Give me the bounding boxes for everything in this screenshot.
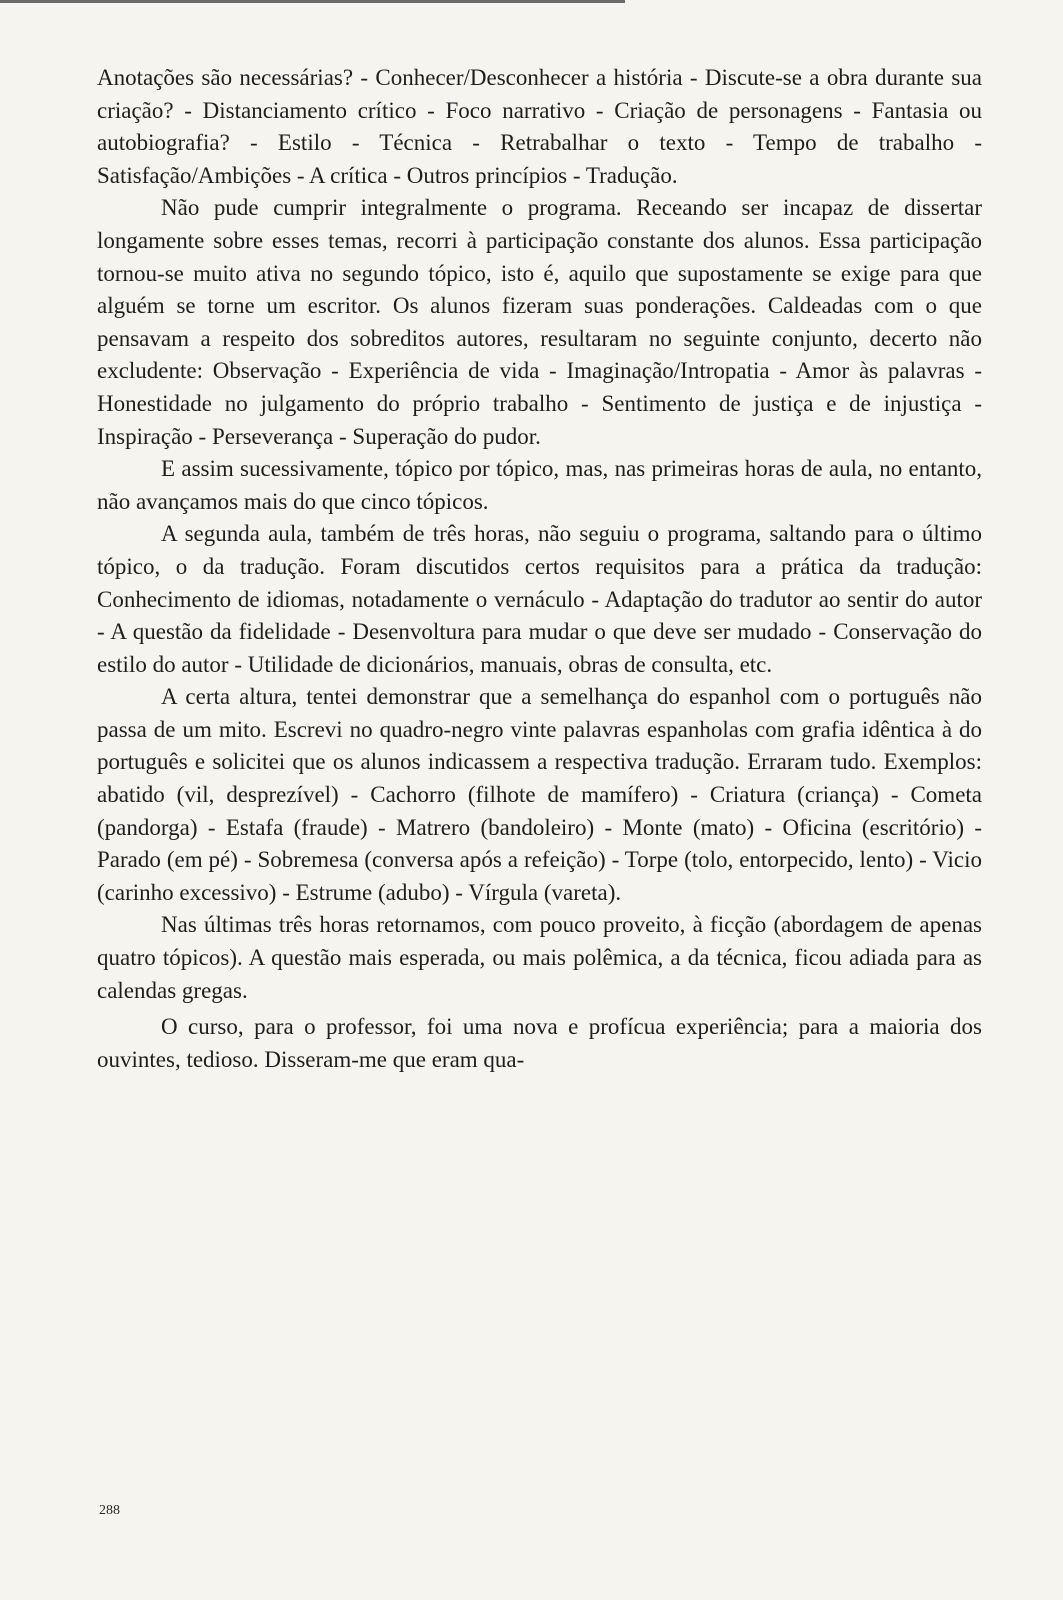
paragraph-topics-progress: E assim sucessivamente, tópico por tópico, mas, nas primeiras horas de aula, no entanto, não avançamos mais do que cinco tópicos. [97, 456, 982, 514]
paragraph-course-summary: O curso, para o professor, foi uma nova e profícua experiência; para a maioria dos ouvintes, tedioso. Disseram-me que eram qua- [97, 1014, 982, 1072]
page-number: 288 [99, 1503, 120, 1518]
paragraph-spanish-words: A certa altura, tentei demonstrar que a semelhança do espanhol com o português não passa de um mito. Escrevi no quadro-negro vinte palavras espanholas com grafia idêntica à do português e solicitei que os alunos indicassem a respectiva tradução. Erraram tudo. Exemplos: abatido (vil, desprezível) - Cachorro (filhote de mamífero) - Criatura (criança) - Cometa (pandorga) - Estafa (fraude) - Matrero (bandoleiro) - Monte (mato) - Oficina (escritório) - Parado (em pé) - Sobremesa (conversa após a refeição) - Torpe (tolo, entorpecido, lento) - Vicio (carinho excessivo) - Estrume (adubo) - Vírgula (vareta). [97, 684, 982, 905]
paragraph-last-hours: Nas últimas três horas retornamos, com pouco proveito, à ficção (abordagem de apenas quatro tópicos). A questão mais esperada, ou mais polêmica, a da técnica, ficou adiada para as calendas gregas. [97, 912, 982, 1003]
paragraph-second-class: A segunda aula, também de três horas, não seguiu o programa, saltando para o último tópico, o da tradução. Foram discutidos certos requisitos para a prática da tradução: Conhecimento de idiomas, notadamente o vernáculo - Adaptação do tradutor ao sentir do autor - A questão da fidelidade - Desenvoltura para mudar o que deve ser mudado - Conservação do estilo do autor - Utilidade de dicionários, manuais, obras de consulta, etc. [97, 521, 982, 677]
paragraph-program: Não pude cumprir integralmente o programa. Receando ser incapaz de dissertar longamente sobre esses temas, recorri à participação constante dos alunos. Essa participação tornou-se muito ativa no segundo tópico, isto é, aquilo que supostamente se exige para que alguém se torne um escritor. Os alunos fizeram suas ponderações. Caldeadas com o que pensavam a respeito dos sobreditos autores, resultaram no seguinte conjunto, decerto não excludente: Observação - Experiência de vida - Imaginação/Intropatia - Amor às palavras -Honestidade no julgamento do próprio trabalho - Sentimento de justiça e de injustiça - Inspiração - Perseverança - Superação do pudor. [97, 195, 982, 449]
body-text [97, 62, 982, 1076]
paragraph-topic-list: Anotações são necessárias? - Conhecer/Desconhecer a história - Discute-se a obra durante sua criação? - Distanciamento crítico - Foco narrativo - Criação de personagens - Fantasia ou autobiografia? - Estilo - Técnica - Retrabalhar o texto - Tempo de trabalho - Satisfação/Ambições - A crítica - Outros princípios - Tradução. [97, 65, 982, 188]
top-border-rule [0, 0, 625, 3]
